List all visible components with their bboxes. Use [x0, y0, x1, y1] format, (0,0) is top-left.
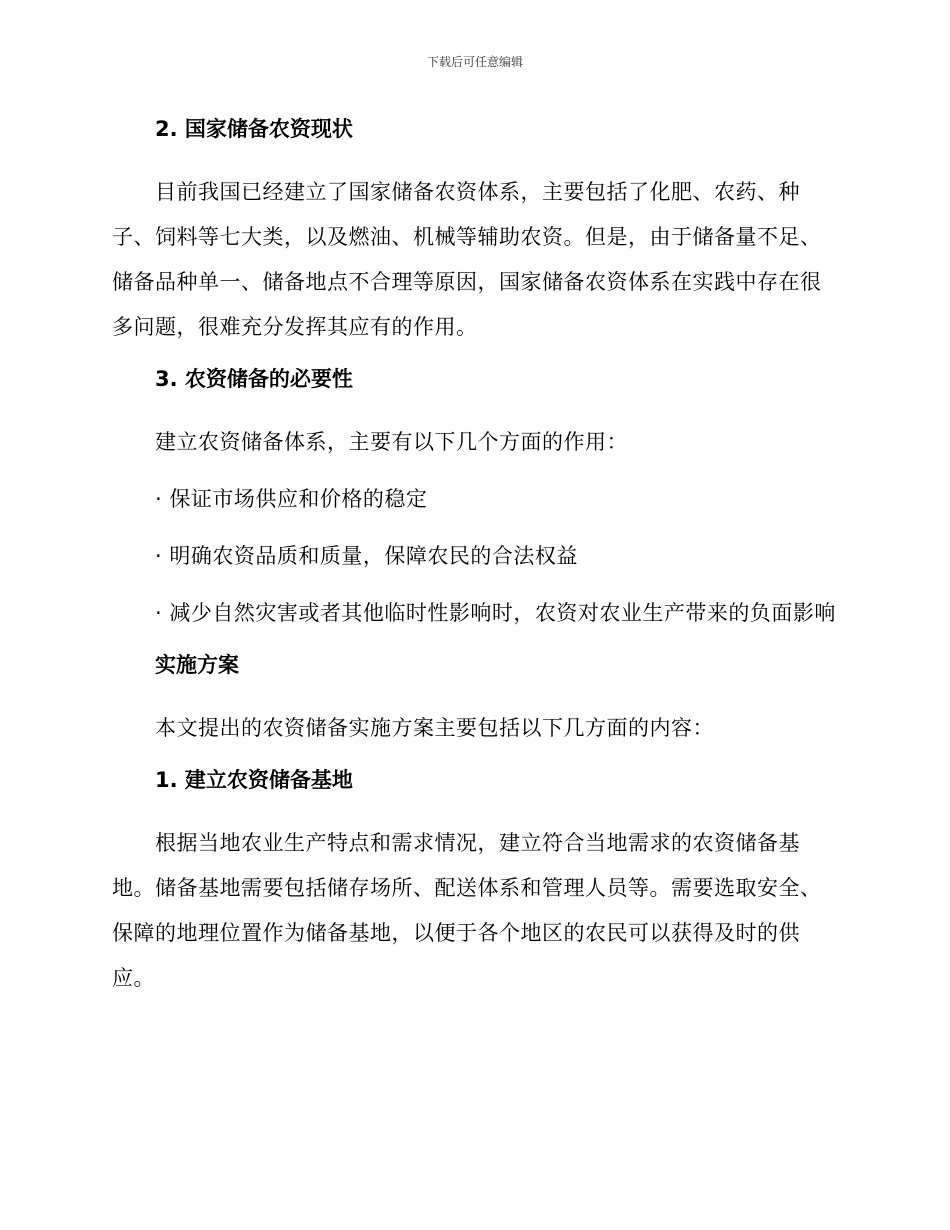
section-heading-reserve-necessity: 3. 农资储备的必要性	[155, 367, 353, 391]
paragraph-reserve-necessity-intro: 建立农资储备体系，主要有以下几个方面的作用：	[155, 430, 628, 454]
section-heading-national-reserve-status: 2. 国家储备农资现状	[155, 117, 353, 141]
paragraph-build-reserve-base: 根据当地农业生产特点和需求情况，建立符合当地需求的农资储备基地。储备基地需要包括储存场所、配送体系和管理人员等。需要选取安全、保障的地理位置作为储备基地，以便于各个地区的农民可以获得及时的供应。	[112, 831, 822, 990]
document-body	[112, 112, 842, 1013]
paragraph-implementation-intro: 本文提出的农资储备实施方案主要包括以下几方面的内容：	[155, 716, 714, 740]
bullet-item-market-stability: · 保证市场供应和价格的稳定	[155, 487, 428, 511]
bullet-item-quality-rights: · 明确农资品质和质量，保障农民的合法权益	[155, 544, 578, 568]
bullet-item-disaster-impact: · 减少自然灾害或者其他临时性影响时，农资对农业生产带来的负面影响	[155, 601, 836, 625]
section-heading-implementation-plan: 实施方案	[155, 653, 239, 677]
paragraph-national-reserve-status: 目前我国已经建立了国家储备农资体系，主要包括了化肥、农药、种子、饲料等七大类，以及燃油、机械等辅助农资。但是，由于储备量不足、储备品种单一、储备地点不合理等原因，国家储备农资体系在实践中存在很多问题，很难充分发挥其应有的作用。	[112, 180, 822, 339]
header-note: 下载后可任意编辑	[426, 55, 523, 69]
section-heading-build-reserve-base: 1. 建立农资储备基地	[155, 768, 353, 792]
